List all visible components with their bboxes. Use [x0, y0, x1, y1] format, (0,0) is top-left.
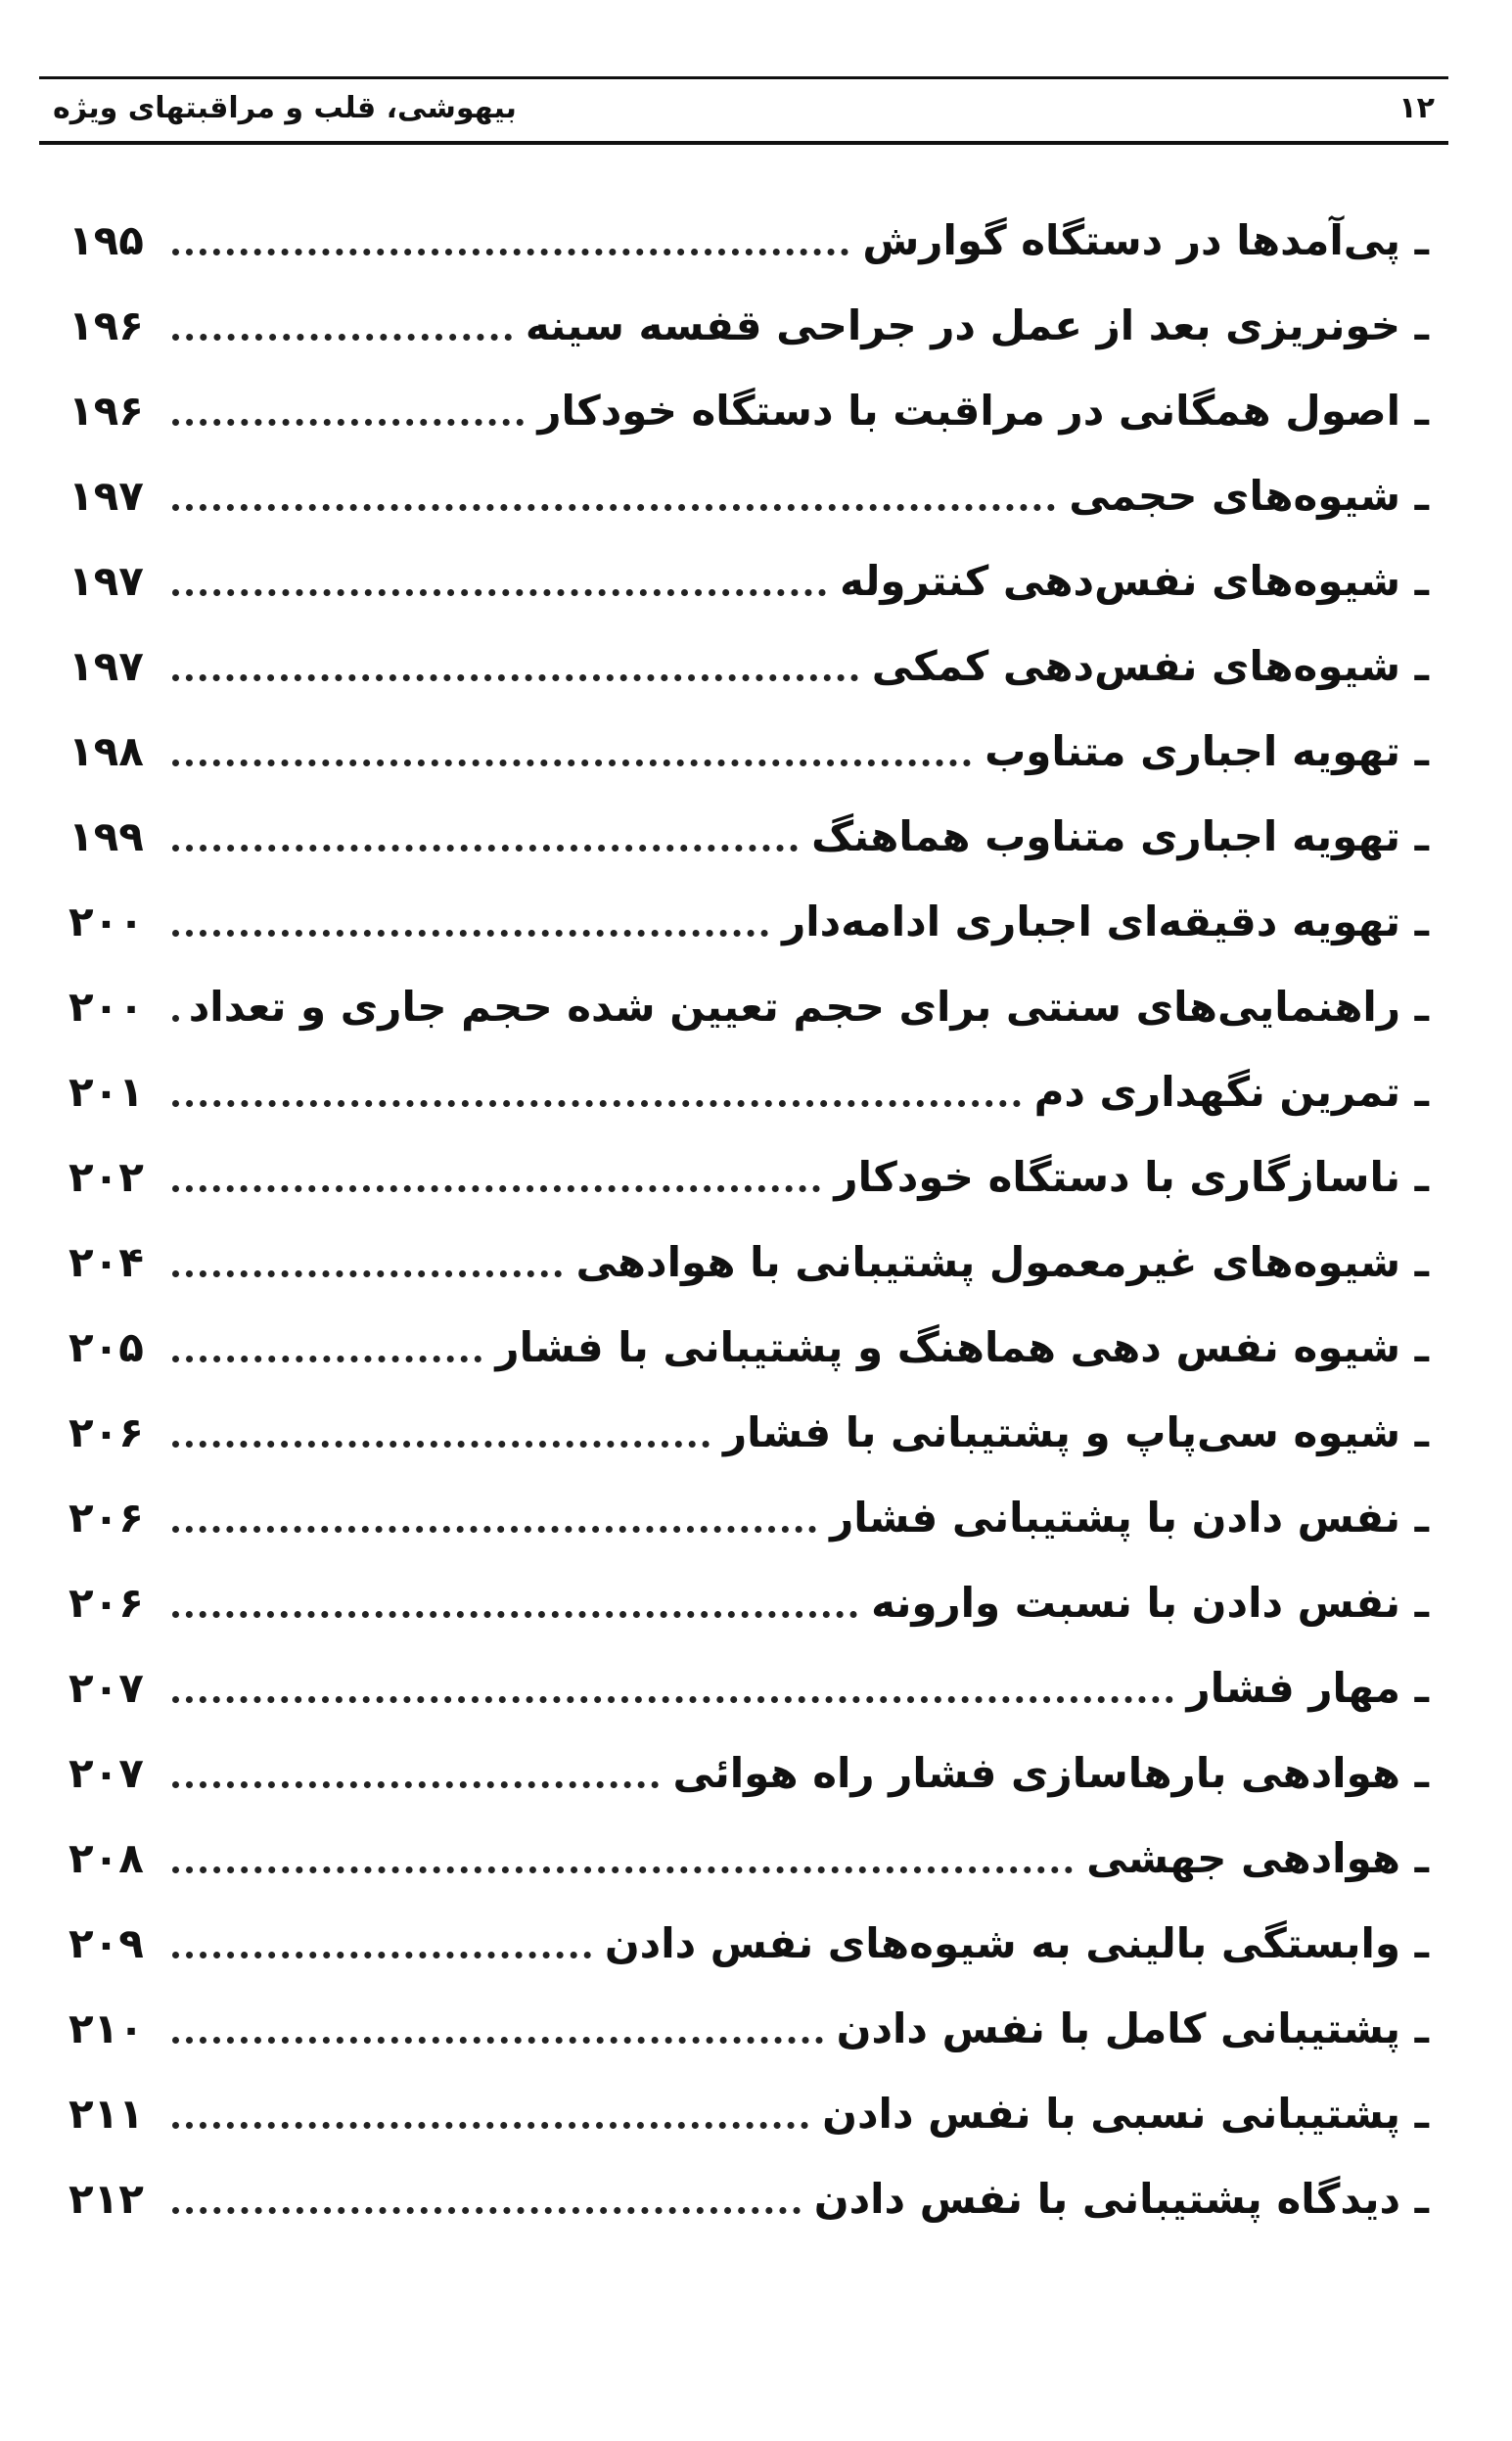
toc-entry-page-number: ۲۰۷ — [69, 1749, 144, 1797]
dot-leader — [172, 930, 768, 937]
toc-entry — [69, 1037, 1429, 1123]
toc-entry-page-number: ۲۰۶ — [69, 1494, 144, 1542]
toc-entry — [69, 441, 1429, 527]
toc-entry-title: ـ خونریزی بعد از عمل در جراحی قفسه سینه — [525, 301, 1429, 349]
toc-entry-title: ـ مهار فشار — [1186, 1664, 1429, 1712]
dot-leader — [172, 1100, 1021, 1107]
toc-entry-title: ـ پشتیبانی نسبی با نفس دادن — [822, 2090, 1429, 2138]
toc-entry — [69, 612, 1429, 697]
toc-entry-page-number: ۱۹۵ — [69, 216, 144, 264]
toc-entry-page-number: ۱۹۶ — [69, 301, 144, 349]
dot-leader — [172, 1441, 710, 1448]
dot-leader — [172, 1611, 857, 1618]
toc-entry-title: ـ شیوه‌های نفس‌دهی کمکی — [871, 642, 1429, 690]
toc-entry — [69, 1378, 1429, 1463]
toc-entry — [69, 782, 1429, 867]
toc-entry-title: ـ تمرین نگهداری دم — [1033, 1068, 1429, 1116]
dot-leader — [172, 589, 826, 596]
toc-entry-page-number: ۲۰۴ — [69, 1238, 144, 1286]
toc-entry-page-number: ۲۱۰ — [69, 2004, 144, 2052]
dot-leader — [172, 2037, 823, 2044]
dot-leader — [172, 2207, 801, 2214]
toc-entry — [69, 1123, 1429, 1208]
toc-entry-title: ـ شیوه‌های غیرمعمول پشتیبانی با هوادهی — [575, 1238, 1429, 1286]
table-of-contents — [69, 186, 1429, 2230]
toc-entry-page-number: ۱۹۷ — [69, 642, 144, 690]
toc-entry-title: ـ راهنمایی‌های سنتی برای حجم تعیین شده حجم جاری و تعداد — [188, 983, 1429, 1031]
toc-entry — [69, 356, 1429, 441]
toc-entry-title: ـ تهویه اجباری متناوب — [985, 727, 1429, 775]
dot-leader — [172, 1356, 481, 1362]
toc-entry — [69, 271, 1429, 356]
toc-entry-page-number: ۱۹۷ — [69, 557, 144, 605]
toc-entry-title: ـ شیوه‌های نفس‌دهی کنتروله — [840, 557, 1429, 605]
page-number: ۱۲ — [1398, 91, 1435, 125]
toc-entry-page-number: ۲۱۱ — [69, 2090, 144, 2138]
toc-entry — [69, 527, 1429, 612]
toc-entry — [69, 1804, 1429, 1889]
toc-entry-title: ـ پشتیبانی کامل با نفس دادن — [836, 2004, 1429, 2052]
toc-entry — [69, 2144, 1429, 2230]
toc-entry-page-number: ۱۹۶ — [69, 387, 144, 435]
dot-leader — [172, 1270, 562, 1277]
dot-leader — [172, 1526, 816, 1533]
toc-entry-title: ـ ناسازگاری با دستگاه خودکار — [834, 1153, 1429, 1201]
toc-entry-page-number: ۲۰۶ — [69, 1408, 144, 1456]
dot-leader — [172, 1781, 659, 1788]
toc-entry-title: ـ اصول همگانی در مراقبت با دستگاه خودکار — [537, 387, 1429, 435]
dot-leader — [172, 2122, 808, 2129]
toc-entry-title: ـ وابستگی بالینی به شیوه‌های نفس دادن — [604, 1919, 1429, 1967]
running-header — [39, 76, 1448, 145]
toc-entry-page-number: ۲۰۸ — [69, 1834, 144, 1882]
dot-leader — [172, 845, 798, 852]
toc-entry-page-number: ۲۰۲ — [69, 1153, 144, 1201]
running-header-title: بیهوشی، قلب و مراقبتهای ویژه — [53, 91, 517, 125]
toc-entry-page-number: ۲۱۲ — [69, 2175, 144, 2223]
toc-entry-page-number: ۲۰۶ — [69, 1579, 144, 1627]
toc-entry — [69, 697, 1429, 782]
toc-entry — [69, 2059, 1429, 2144]
toc-entry — [69, 1889, 1429, 1974]
toc-entry-page-number: ۲۰۱ — [69, 1068, 144, 1116]
dot-leader — [172, 1185, 820, 1192]
dot-leader — [172, 504, 1055, 511]
toc-entry-title: ـ نفس دادن با پشتیبانی فشار — [830, 1494, 1429, 1542]
toc-entry — [69, 1463, 1429, 1548]
toc-entry-title: ـ دیدگاه پشتیبانی با نفس دادن — [813, 2175, 1429, 2223]
dot-leader — [172, 249, 848, 255]
dot-leader — [172, 334, 512, 341]
toc-entry — [69, 186, 1429, 271]
toc-entry-page-number: ۱۹۷ — [69, 472, 144, 520]
toc-entry-title: ـ شیوه نفس دهی هماهنگ و پشتیبانی با فشار — [495, 1323, 1429, 1371]
dot-leader — [172, 419, 524, 426]
toc-entry — [69, 1548, 1429, 1634]
toc-entry — [69, 1719, 1429, 1804]
dot-leader — [172, 1696, 1173, 1703]
toc-entry-title: ـ نفس دادن با نسبت وارونه — [871, 1579, 1429, 1627]
toc-entry — [69, 952, 1429, 1037]
toc-entry — [69, 867, 1429, 952]
dot-leader — [172, 760, 971, 766]
dot-leader — [172, 674, 858, 681]
toc-entry-page-number: ۲۰۷ — [69, 1664, 144, 1712]
toc-entry — [69, 1974, 1429, 2059]
dot-leader — [172, 1866, 1073, 1873]
toc-entry-title: ـ شیوه‌های حجمی — [1069, 472, 1429, 520]
toc-entry-page-number: ۱۹۹ — [69, 812, 144, 860]
toc-entry-page-number: ۲۰۰ — [69, 898, 144, 945]
toc-entry-title: ـ هوادهی بارهاسازی فشار راه هوائی — [672, 1749, 1429, 1797]
toc-entry-page-number: ۲۰۹ — [69, 1919, 144, 1967]
toc-entry-title: ـ شیوه سی‌پاپ و پشتیبانی با فشار — [722, 1408, 1429, 1456]
toc-entry-page-number: ۲۰۰ — [69, 983, 144, 1031]
toc-entry-page-number: ۲۰۵ — [69, 1323, 144, 1371]
toc-entry-title: ـ تهویه اجباری متناوب هماهنگ — [811, 812, 1429, 860]
toc-entry — [69, 1293, 1429, 1378]
toc-entry-page-number: ۱۹۸ — [69, 727, 144, 775]
toc-entry-title: ـ تهویه دقیقه‌ای اجباری ادامه‌دار — [782, 898, 1429, 945]
toc-entry — [69, 1208, 1429, 1293]
toc-entry-title: ـ پی‌آمدها در دستگاه گوارش — [862, 216, 1429, 264]
dot-leader — [172, 1015, 175, 1022]
dot-leader — [172, 1952, 591, 1958]
toc-entry — [69, 1634, 1429, 1719]
toc-entry-title: ـ هوادهی جهشی — [1086, 1834, 1429, 1882]
